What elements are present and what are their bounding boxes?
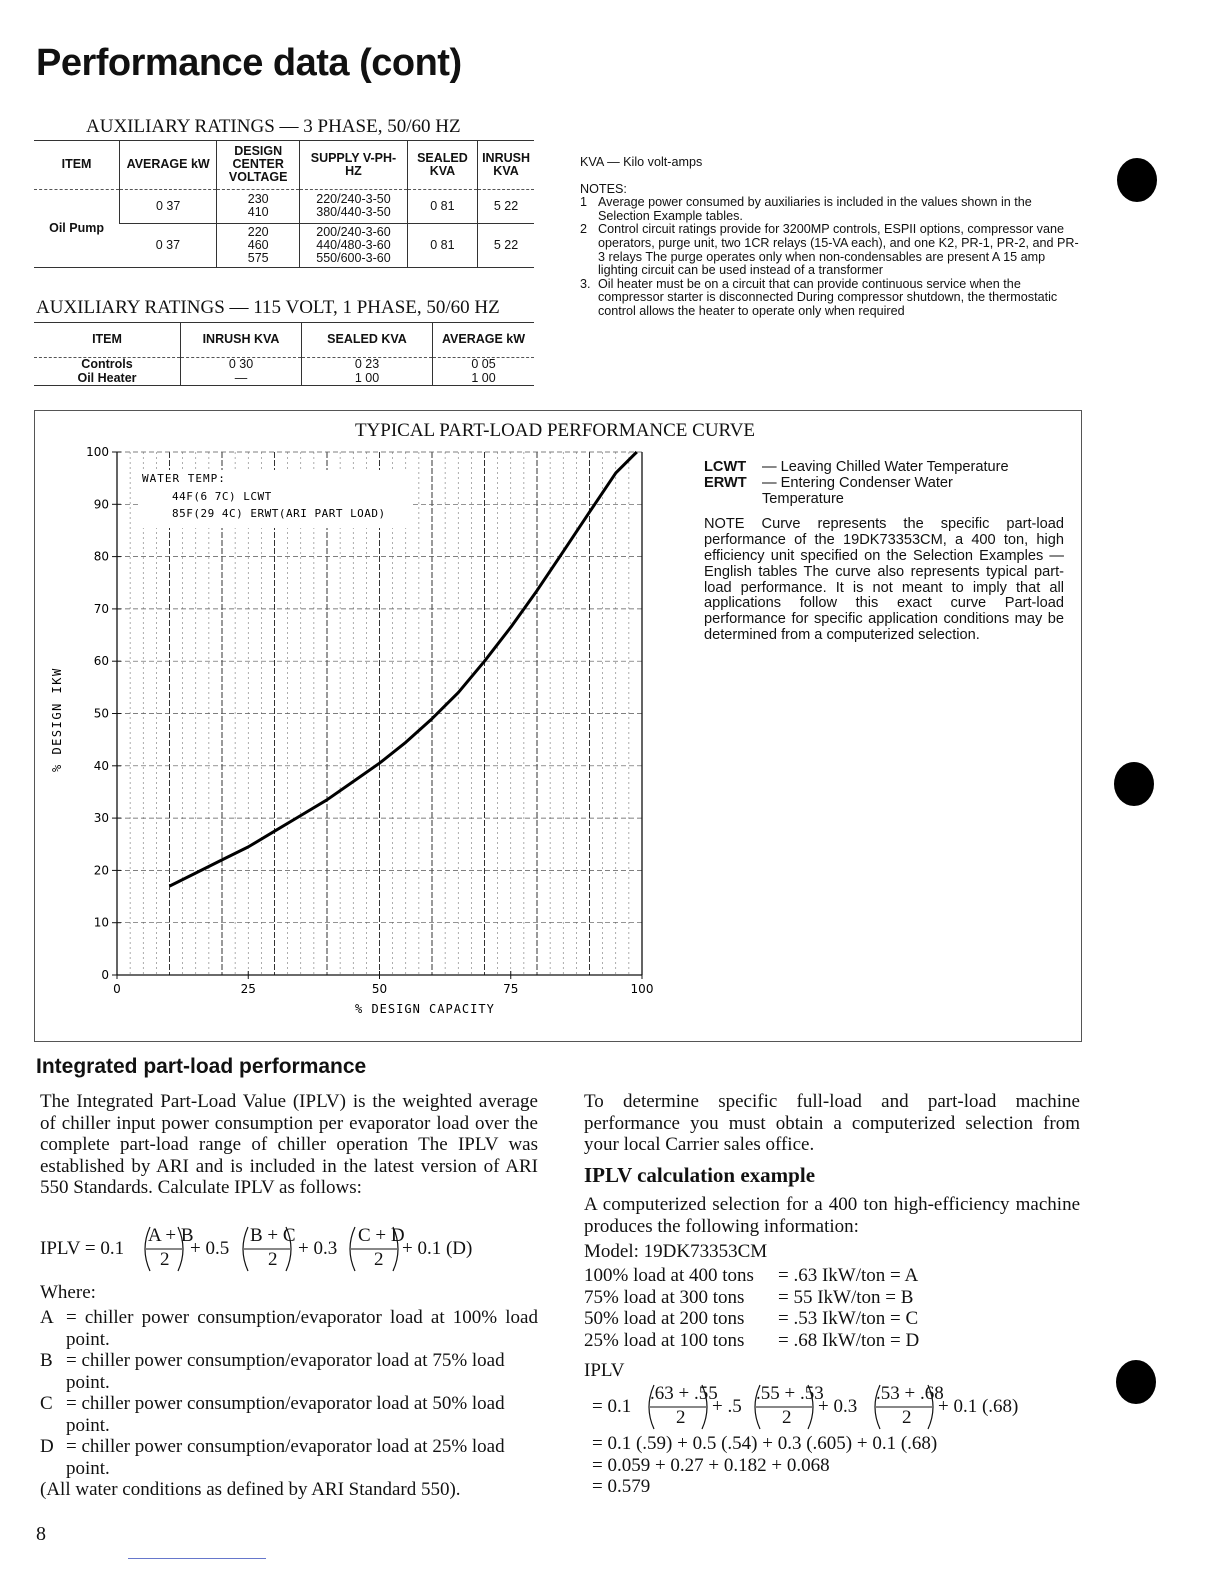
calc-steps	[592, 1433, 937, 1498]
definitions	[40, 1307, 538, 1501]
chart-legend	[704, 460, 1064, 644]
model: Model: 19DK73353CM	[584, 1241, 768, 1262]
y-tick-label: 70	[93, 601, 109, 616]
annotation-line3: 85F(29 4C) ERWT(ARI PART LOAD)	[172, 507, 386, 520]
notes	[580, 156, 1080, 319]
note-item: 1 Average power consumed by auxiliaries is included in the values shown in the Selection Example tables.	[580, 195, 1032, 223]
aux3-r1-sealed: 0 81	[407, 189, 477, 223]
punch-hole	[1116, 1360, 1156, 1404]
aux3-caption: AUXILIARY RATINGS — 3 PHASE, 50/60 HZ	[86, 116, 461, 137]
aux3-r1-supply: 220/240-3-50 380/440-3-50	[300, 189, 408, 223]
aux3-r2-inrush: 5 22	[478, 223, 534, 267]
y-tick-label: 50	[93, 706, 109, 721]
aux3-h-voltage: DESIGN CENTER VOLTAGE	[217, 141, 300, 189]
calc-step: = 0.059 + 0.27 + 0.182 + 0.068	[592, 1454, 830, 1476]
aux3-h-avg: AVERAGE kW	[120, 141, 217, 189]
chart-note: NOTE Curve represents the specific part-load performance of the 19DK73353CM, a 400 ton, high efficiency unit specified on the Selection Examples — English tables The curve also represents typical part-load performance. It is not meant to imply that all applications follow this exact curve Part-load performance for specific application conditions may be determined from a computerized selection.	[704, 516, 1064, 643]
y-tick-label: 0	[101, 968, 109, 982]
aux1-r2-avg: 1 00	[433, 371, 535, 385]
annotation-line1: WATER TEMP:	[142, 472, 226, 485]
chart-title: TYPICAL PART-LOAD PERFORMANCE CURVE	[354, 420, 756, 441]
right-intro: To determine specific full-load and part-load machine performance you must obtain a computerized selection from your local Carrier sales office.	[584, 1091, 1080, 1155]
x-tick-label: 75	[503, 982, 519, 996]
aux3-r1-inrush: 5 22	[478, 189, 534, 223]
calc-step: = 0.579	[592, 1476, 651, 1497]
y-tick-label: 80	[93, 549, 109, 564]
y-tick-label: 60	[93, 654, 109, 669]
aux1-r1-item: Controls	[81, 356, 133, 371]
iplv-intro: The Integrated Part-Load Value (IPLV) is the weighted average of chiller input power consumption per evaporator load over the complete part-load range of chiller operation The IPLV was established by ARI and is included in the latest version of ARI 550 Standards. Calculate IPLV as follows:	[40, 1091, 538, 1198]
iplv-example-heading: IPLV calculation example	[584, 1163, 816, 1187]
aux1-r2-item: Oil Heater	[77, 370, 137, 385]
aux1-caption: AUXILIARY RATINGS — 115 VOLT, 1 PHASE, 50/60 HZ	[36, 297, 500, 318]
aux1-h-sealed: SEALED KVA	[302, 323, 433, 357]
aux3-h-item: ITEM	[61, 157, 92, 172]
aux1-h-item: ITEM	[92, 332, 122, 347]
where-label: Where:	[40, 1282, 96, 1303]
aux1-h-inrush: INRUSH KVA	[181, 323, 302, 357]
aux1-r1-sealed: 0 23	[302, 357, 433, 371]
definition-item: B = chiller power consumption/evaporator load at 75% load point.	[40, 1350, 505, 1393]
definition-item: C = chiller power consumption/evaporator load at 50% load point.	[40, 1393, 505, 1436]
aux3-r2-avg: 0 37	[155, 237, 181, 252]
load-row: 75% load at 300 tons = 55 IkW/ton = B	[584, 1286, 914, 1308]
iplv-calc-formula: = 0.1 .63 + .55 2 + .5 .55 + .53 2 + 0.3 .53 + .68 2 + 0.1 (.68)	[592, 1383, 1019, 1428]
x-tick-label: 0	[113, 982, 121, 996]
aux1-r2-inrush: —	[181, 371, 302, 385]
y-tick-label: 10	[93, 915, 109, 930]
note-item: 3. Oil heater must be on a circuit that can provide continuous service when the compressor starter is disconnected During compressor shutdown, the thermostatic control allows the heater to operate only when required	[580, 276, 1058, 318]
calc-step: = 0.1 (.59) + 0.5 (.54) + 0.3 (.605) + 0.1 (.68)	[592, 1433, 938, 1454]
bottom-rule	[128, 1558, 266, 1559]
aux3-r1-avg: 0 37	[120, 189, 217, 223]
annotation-line2: 44F(6 7C) LCWT	[172, 490, 272, 503]
notes-heading: NOTES:	[580, 181, 627, 196]
y-tick-label: 30	[93, 811, 109, 826]
aux3-h-supply: SUPPLY V-PH-HZ	[300, 141, 408, 189]
aux3-r2-volt: 220 460 575	[217, 223, 300, 267]
aux3-item: Oil Pump	[49, 220, 104, 235]
legend-lcwt: LCWT — Leaving Chilled Water Temperature	[704, 459, 1009, 475]
load-row: 50% load at 200 tons = .53 IkW/ton = C	[584, 1308, 919, 1329]
aux1-r2-sealed: 1 00	[302, 371, 433, 385]
aux3-r2-sealed: 0 81	[407, 223, 477, 267]
aux1-r1-avg: 0 05	[433, 357, 535, 371]
legend-erwt: ERWT — Entering Condenser Water Temperature	[704, 474, 953, 507]
y-tick-label: 100	[86, 445, 109, 459]
punch-hole	[1117, 158, 1157, 202]
iplv-heading: Integrated part-load performance	[36, 1055, 367, 1078]
aux3-h-inrush: INRUSH KVA	[478, 141, 534, 189]
load-row: 100% load at 400 tons = .63 IkW/ton = A	[584, 1265, 919, 1286]
aux3-table	[34, 140, 534, 268]
load-list	[584, 1265, 984, 1351]
page-number: 8	[36, 1523, 46, 1545]
y-tick-label: 40	[93, 758, 109, 773]
definition-item: D = chiller power consumption/evaporator load at 25% load point.	[40, 1436, 505, 1479]
iplv-formula: IPLV = 0.1 A + B 2 + 0.5 B + C 2 + 0.3 C + D 2 + 0.1 (D)	[40, 1225, 473, 1270]
definition-item: A = chiller power consumption/evaporator load at 100% load point.	[40, 1307, 538, 1350]
punch-hole	[1114, 762, 1154, 806]
example-intro: A computerized selection for a 400 ton high-efficiency machine produces the following information:	[584, 1194, 1080, 1237]
aux3-r2-supply: 200/240-3-60 440/480-3-60 550/600-3-60	[300, 223, 408, 267]
chart-axes	[112, 452, 642, 979]
aux3-h-sealed: SEALED KVA	[407, 141, 477, 189]
page-title: Performance data (cont)	[36, 42, 462, 84]
y-tick-label: 20	[93, 863, 109, 878]
x-tick-label: 100	[630, 982, 654, 996]
definition-footnote: (All water conditions as defined by ARI Standard 550).	[40, 1479, 461, 1500]
x-axis-label: % DESIGN CAPACITY	[355, 1002, 495, 1016]
note-item: 2 Control circuit ratings provide for 3200MP controls, ESPII options, compressor vane operators, purge unit, two 1CR relays (15-VA each), and one K2, PR-1, PR-2, and PR-3 relays The purge operates only when non-condensables are present A 15 amp lighting circuit can be used instead of a transformer	[580, 222, 1079, 278]
load-row: 25% load at 100 tons = .68 IkW/ton = D	[584, 1329, 920, 1351]
aux1-r1-inrush: 0 30	[181, 357, 302, 371]
x-tick-label: 25	[240, 982, 256, 996]
kva-definition: KVA — Kilo volt-amps	[580, 155, 703, 169]
aux3-r1-volt: 230 410	[217, 189, 300, 223]
chart-grid	[117, 452, 642, 975]
aux1-h-avg: AVERAGE kW	[433, 323, 535, 357]
y-axis-label: % DESIGN IKW	[50, 667, 64, 772]
part-load-chart	[30, 440, 690, 1030]
x-tick-label: 50	[371, 982, 388, 996]
iplv-label: IPLV	[584, 1360, 625, 1381]
aux1-table	[34, 322, 534, 386]
y-tick-label: 90	[93, 497, 109, 512]
